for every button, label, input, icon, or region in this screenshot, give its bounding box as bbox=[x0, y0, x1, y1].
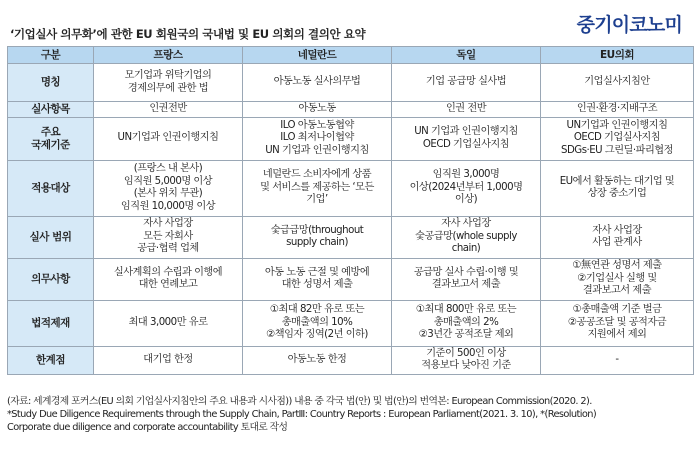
table-cell: 임직원 3,000명 이상(2024년부터 1,000명 이상) bbox=[392, 160, 541, 216]
brand-logo: 중기이코노미 bbox=[576, 14, 682, 36]
row-header: 실사항목 bbox=[8, 102, 94, 118]
table-cell: 인권·환경·지배구조 bbox=[541, 102, 694, 118]
row-header: 한계점 bbox=[8, 346, 94, 374]
table-body bbox=[8, 64, 694, 375]
table-cell: 네덜란드 소비자에게 상품 및 서비스를 제공하는 ‘모든 기업’ bbox=[243, 160, 392, 216]
table-cell: ILO 아동노동협약 ILO 최저나이협약 UN 기업과 인권이행지침 bbox=[243, 117, 392, 160]
col-header-france: 프랑스 bbox=[94, 47, 243, 64]
table-row bbox=[8, 102, 694, 118]
table-cell: UN기업과 인권이행지침 bbox=[94, 117, 243, 160]
source-line: *Study Due Diligence Requirements through the Supply Chain, PartⅢ: Country Reports : European Parliament(2021. 3. 10), *(Resolution) bbox=[7, 409, 597, 420]
row-header: 적용대상 bbox=[8, 160, 94, 216]
comparison-table bbox=[7, 46, 694, 375]
table-cell: 기업 공급망 실사법 bbox=[392, 64, 541, 102]
table-header-row bbox=[8, 47, 694, 64]
table-cell: 기업실사지침안 bbox=[541, 64, 694, 102]
col-header-eu-parliament: EU의회 bbox=[541, 47, 694, 64]
table-cell: ①총매출액 기준 벌금 ②공공조달 및 공적자금 지원에서 제외 bbox=[541, 300, 694, 346]
table-cell: 자사 사업장 사업 관계사 bbox=[541, 216, 694, 258]
table-cell: 아동노동 bbox=[243, 102, 392, 118]
table-row bbox=[8, 117, 694, 160]
table-cell: 기준이 500인 이상 적용보다 낮아진 기준 bbox=[392, 346, 541, 374]
table-row bbox=[8, 300, 694, 346]
table-cell: 인권 전반 bbox=[392, 102, 541, 118]
table-row bbox=[8, 216, 694, 258]
table-row bbox=[8, 64, 694, 102]
source-note bbox=[7, 395, 697, 434]
table-cell: - bbox=[541, 346, 694, 374]
source-line: (자료: 세계경제 포커스(EU 의회 기업실사지침안의 주요 내용과 시사점)) 내용 중 각국 법(안) 및 법(안)의 번역본: European Commission(2020. 2). bbox=[7, 396, 592, 407]
table-cell: ①최대 82만 유로 또는 총매출액의 10% ②책임자 징역(2년 이하) bbox=[243, 300, 392, 346]
table-cell: UN 기업과 인권이행지침 OECD 기업실사지침 bbox=[392, 117, 541, 160]
row-header: 주요 국제기준 bbox=[8, 117, 94, 160]
table-cell: 아동노동 한정 bbox=[243, 346, 392, 374]
table-row bbox=[8, 258, 694, 300]
row-header: 법적제재 bbox=[8, 300, 94, 346]
col-header-category: 구분 bbox=[8, 47, 94, 64]
table-row bbox=[8, 160, 694, 216]
row-header: 명칭 bbox=[8, 64, 94, 102]
table-cell: (프랑스 내 본사) 임직원 5,000명 이상 (본사 위치 무관) 임직원 10,000명 이상 bbox=[94, 160, 243, 216]
col-header-netherlands: 네덜란드 bbox=[243, 47, 392, 64]
page-title: ‘기업실사 의무화’에 관한 EU 회원국의 국내법 및 EU 의회의 결의안 요약 bbox=[10, 27, 366, 41]
table-cell: 모기업과 위탁기업의 경제의무에 관한 법 bbox=[94, 64, 243, 102]
table-cell: 자사 사업장 숯공급망(whole supply chain) bbox=[392, 216, 541, 258]
table-cell: 대기업 한정 bbox=[94, 346, 243, 374]
table-cell: 아동 노동 근절 및 예방에 대한 성명서 제출 bbox=[243, 258, 392, 300]
table-cell: ①최대 800만 유로 또는 총매출액의 2% ②3년간 공적조달 제외 bbox=[392, 300, 541, 346]
col-header-germany: 독일 bbox=[392, 47, 541, 64]
table-cell: UN기업과 인권이행지침 OECD 기업실사지침 SDGs·EU 그린딜·파리협정 bbox=[541, 117, 694, 160]
table-cell: 인권전반 bbox=[94, 102, 243, 118]
row-header: 의무사항 bbox=[8, 258, 94, 300]
table-cell: EU에서 활동하는 대기업 및 상장 중소기업 bbox=[541, 160, 694, 216]
table-cell: 공급망 실사 수립·이행 및 결과보고서 제출 bbox=[392, 258, 541, 300]
table-cell: 아동노동 실사의무법 bbox=[243, 64, 392, 102]
table-cell: 실사계획의 수립과 이행에 대한 연례보고 bbox=[94, 258, 243, 300]
source-line: Corporate due diligence and corporate accountability 토대로 작성 bbox=[7, 422, 288, 433]
table-cell: 숯급급망(throughout supply chain) bbox=[243, 216, 392, 258]
table-cell: 자사 사업장 모든 자회사 공급·협력 업체 bbox=[94, 216, 243, 258]
table-row bbox=[8, 346, 694, 374]
table-cell: 최대 3,000만 유로 bbox=[94, 300, 243, 346]
row-header: 실사 범위 bbox=[8, 216, 94, 258]
table-cell: ①無연관 성명서 제출 ②기업실사 실행 및 결과보고서 제출 bbox=[541, 258, 694, 300]
